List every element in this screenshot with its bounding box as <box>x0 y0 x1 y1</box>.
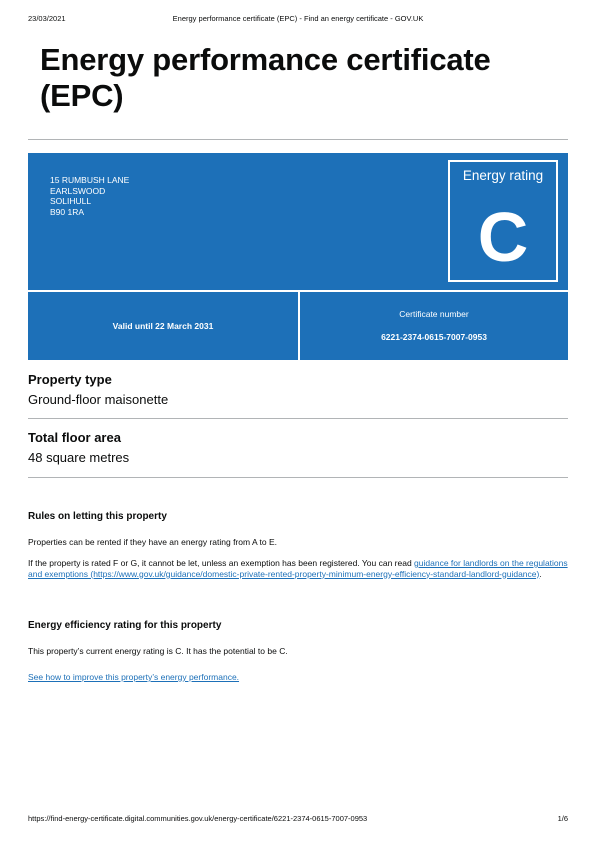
divider <box>28 477 568 478</box>
print-url: https://find-energy-certificate.digital.communities.gov.uk/energy-certificate/6221-2374-0615-7007-0953 <box>28 814 368 823</box>
letting-rules-heading: Rules on letting this property <box>28 511 167 522</box>
print-page-title: Energy performance certificate (EPC) - Find an energy certificate - GOV.UK <box>172 14 424 23</box>
landlord-guidance-url: (https://www.gov.uk/guidance/domestic-private-rented-property-minimum-energy-efficiency-standard-landlord-guidance) <box>88 568 540 579</box>
efficiency-text: This property’s current energy rating is C. It has the potential to be C. <box>28 646 288 656</box>
certificate-number: 6221-2374-0615-7007-0953 <box>381 332 487 342</box>
address-line: EARLSWOOD <box>50 185 106 196</box>
property-type-key: Property type <box>28 372 112 387</box>
divider <box>28 139 568 140</box>
print-footer <box>28 814 568 826</box>
floor-area-value: 48 square metres <box>28 450 130 465</box>
address-line: B90 1RA <box>50 206 85 217</box>
address-line: 15 RUMBUSH LANE <box>50 175 130 185</box>
energy-rating-label: Energy rating <box>462 168 544 183</box>
energy-rating-letter: C <box>477 198 529 276</box>
exemption-text-end: . <box>539 568 542 579</box>
landlord-guidance-link-text: guidance for landlords on the regulations and exemptions <box>28 558 568 579</box>
efficiency-heading: Energy efficiency rating for this property <box>28 620 222 631</box>
certificate-number-block <box>300 292 568 360</box>
energy-rating-box <box>448 160 558 282</box>
valid-until: Valid until 22 March 2031 <box>112 321 214 331</box>
page-title: Energy performance certificate (EPC) <box>40 42 491 113</box>
letting-exemption-text <box>28 558 570 579</box>
improve-performance-link[interactable]: See how to improve this property’s energy performance. <box>28 672 240 682</box>
floor-area-key: Total floor area <box>28 430 121 445</box>
exemption-text: If the property is rated F or G, it cannot be let, unless an exemption has been registered. You can read <box>28 558 415 568</box>
print-date: 23/03/2021 <box>28 14 66 23</box>
print-header <box>28 14 568 26</box>
improve-link-row <box>28 672 570 683</box>
address-line: SOLIHULL <box>50 196 92 207</box>
page-number: 1/6 <box>557 814 568 823</box>
certificate-number-label: Certificate number <box>399 309 469 319</box>
certificate-panel <box>28 153 568 360</box>
letting-rules-text: Properties can be rented if they have an energy rating from A to E. <box>28 537 278 547</box>
property-address <box>50 175 129 217</box>
divider <box>28 418 568 419</box>
property-type-value: Ground-floor maisonette <box>28 392 169 407</box>
